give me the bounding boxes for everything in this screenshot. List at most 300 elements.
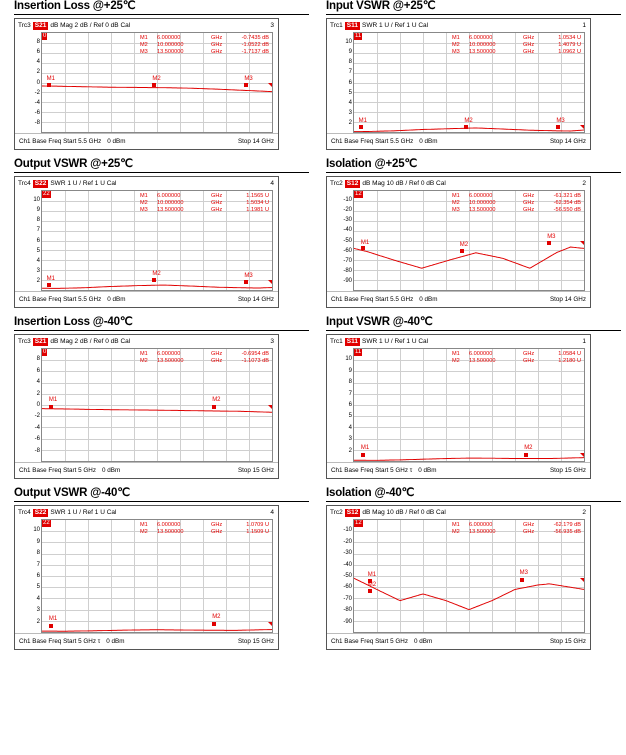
marker-frequency: 6.000000 [157, 522, 181, 528]
reference-chip: 12 [355, 191, 362, 197]
marker-value: 1.1981 U [246, 207, 269, 213]
channel-footer [327, 291, 590, 307]
y-axis-tick: -30 [343, 217, 352, 224]
marker-unit: GHz [523, 193, 535, 199]
y-axis-tick: -40 [343, 227, 352, 234]
marker-info-table [140, 35, 269, 56]
marker-unit: GHz [211, 193, 223, 199]
marker-frequency: 13.500000 [157, 49, 184, 55]
marker-value: 1.0962 U [558, 49, 581, 55]
trace-header [327, 335, 590, 347]
channel-footer [327, 462, 590, 478]
marker-value: -62.1?9 dB [553, 522, 581, 528]
marker-row [140, 522, 269, 529]
marker-name: M1 [452, 35, 460, 41]
trace-format: SWR 1 U / Ref 1 U Cal [361, 22, 429, 29]
y-axis-tick: -20 [343, 538, 352, 545]
plot-marker: M2 [212, 614, 221, 621]
y-axis-tick: 6 [36, 237, 40, 244]
y-axis-tick: 8 [348, 59, 352, 66]
marker-frequency: 6.000000 [157, 193, 181, 199]
y-axis-tick: 5 [348, 89, 352, 96]
y-axis-tick: 4 [36, 257, 40, 264]
y-axis-tick: -40 [343, 561, 352, 568]
channel-footer [327, 133, 590, 149]
footer-stop: Stop 14 GHz [237, 138, 274, 145]
reference-chip: 22 [43, 520, 50, 526]
marker-row [140, 49, 269, 56]
y-axis-tick: -2 [34, 413, 40, 420]
marker-info-table [452, 351, 581, 365]
plot-area[interactable] [41, 190, 273, 291]
y-axis-tick: -90 [343, 618, 352, 625]
footer-power: 0 dBm [106, 638, 125, 645]
trace-label: Trc1 [330, 22, 343, 29]
channel-number: 3 [270, 22, 274, 29]
channel-number: 2 [582, 509, 586, 516]
vna-screen [14, 176, 279, 308]
marker-frequency: 6.000000 [469, 351, 493, 357]
y-axis-tick: 4 [36, 595, 40, 602]
trace-format: SWR 1 U / Ref 1 U Cal [361, 338, 429, 345]
marker-info-table [140, 351, 269, 365]
y-axis-tick: -60 [343, 247, 352, 254]
y-axis-tick: 9 [36, 538, 40, 545]
marker-row [452, 522, 581, 529]
footer-left: Ch1 Base Freq Start 5.5 GHz [19, 296, 102, 303]
marker-row [140, 35, 269, 42]
s-parameter-chip[interactable]: S21 [34, 338, 47, 345]
y-axis-tick: 4 [348, 424, 352, 431]
s-parameter-chip[interactable]: S11 [346, 338, 358, 345]
marker-frequency: 13.500000 [157, 529, 184, 535]
y-axis-tick: 5 [36, 247, 40, 254]
footer-power: 0 dBm [418, 467, 437, 474]
marker-unit: GHz [211, 42, 223, 48]
y-axis-tick: 6 [348, 402, 352, 408]
marker-unit: GHz [211, 49, 223, 55]
marker-row [452, 35, 581, 42]
s-parameter-chip[interactable]: S21 [34, 22, 47, 29]
y-axis-tick: 6 [36, 367, 40, 374]
vna-screen [326, 18, 591, 150]
marker-value: -0.6954 dB [241, 351, 269, 357]
marker-unit: GHz [523, 49, 535, 55]
marker-name: M2 [140, 42, 148, 48]
footer-stop: Stop 15 GHz [237, 467, 274, 474]
y-axis-tick: -70 [343, 595, 352, 602]
plot-area[interactable] [353, 348, 585, 462]
marker-value: 1.1565 U [246, 193, 269, 199]
y-axis-tick: -80 [343, 267, 352, 274]
marker-name: M3 [452, 207, 460, 213]
y-axis-tick: -10 [343, 197, 352, 204]
marker-name: M2 [452, 42, 460, 48]
footer-left: Ch1 Base Freq Start 5.5 GHz [331, 296, 414, 303]
plot-marker: M2 [524, 445, 533, 452]
y-axis-tick: 7 [348, 69, 352, 76]
reference-chip: 0 [43, 33, 47, 39]
marker-value: -1.7137 dB [241, 49, 269, 55]
vna-screen [14, 334, 279, 479]
trace-label: Trc4 [18, 509, 31, 516]
panel-title: Isolation @+25℃ [326, 158, 621, 173]
plot-area[interactable] [41, 519, 273, 633]
marker-unit: GHz [523, 529, 535, 535]
footer-left: Ch1 Base Freq Start 5 GHz [331, 638, 408, 645]
plot-marker: M2 [367, 581, 377, 588]
trace-curve [354, 349, 584, 461]
measurement-panel [326, 0, 621, 150]
reference-chip: 0 [43, 349, 47, 355]
marker-name: M1 [452, 351, 460, 357]
marker-value: 1.0534 U [558, 35, 581, 41]
s-parameter-chip[interactable]: S12 [346, 180, 359, 187]
trace-label: Trc3 [18, 338, 31, 345]
footer-left: Ch1 Base Freq Start 5 GHz [19, 467, 96, 474]
marker-value: 1.0584 U [558, 351, 581, 357]
channel-number: 1 [582, 338, 586, 345]
trace-curve [42, 349, 272, 461]
trace-format: SWR 1 U / Ref 1 U Cal [50, 509, 117, 516]
y-axis-tick: 0 [36, 79, 40, 86]
panel-title: Output VSWR @-40℃ [14, 487, 309, 502]
y-axis-tick: 2 [348, 447, 352, 454]
marker-value: -1.0522 dB [241, 42, 269, 48]
y-axis-tick: 2 [36, 618, 40, 625]
measurement-panel [14, 487, 309, 650]
plot-marker: M1 [367, 571, 377, 578]
trace-label: Trc3 [18, 22, 31, 29]
plot-marker: M2 [152, 271, 161, 278]
marker-row [452, 49, 581, 56]
marker-frequency: 13.500000 [157, 207, 184, 213]
y-axis-tick: -6 [34, 436, 40, 443]
marker-frequency: 13.500000 [469, 358, 496, 364]
plot-marker: M1 [48, 397, 58, 404]
channel-footer [15, 462, 278, 478]
marker-name: M1 [140, 522, 148, 528]
y-axis-tick: 4 [348, 99, 352, 106]
marker-name: M2 [452, 529, 460, 535]
marker-row [452, 358, 581, 365]
plot-marker: M1 [46, 276, 55, 283]
y-axis-tick: 3 [36, 607, 40, 614]
trace-format: dB Mag 10 dB / Ref 0 dB Cal [362, 509, 446, 516]
marker-name: M2 [140, 200, 148, 206]
channel-footer [15, 291, 278, 307]
trace-label: Trc2 [330, 180, 343, 187]
vna-screen [14, 505, 279, 650]
footer-power: 0 dBm [414, 638, 433, 645]
s-parameter-chip[interactable]: S12 [346, 509, 359, 516]
plot-marker: M2 [464, 118, 473, 125]
vna-screen [326, 334, 591, 479]
marker-name: M3 [140, 49, 148, 55]
footer-left: Ch1 Base Freq Start 5 GHz τ [19, 638, 101, 645]
footer-left: Ch1 Base Freq Start 5.5 GHz [331, 138, 414, 145]
marker-row [140, 351, 269, 358]
marker-unit: GHz [523, 42, 535, 48]
y-axis-tick: 0 [36, 402, 40, 408]
marker-value: 1.2180 U [558, 358, 581, 364]
y-axis-tick: 8 [348, 379, 352, 386]
channel-number: 3 [270, 338, 274, 345]
plot-area[interactable] [41, 32, 273, 133]
panel-title: Input VSWR @-40℃ [326, 316, 621, 331]
marker-frequency: 10.000000 [469, 42, 496, 48]
measurement-panel [326, 316, 621, 479]
footer-left: Ch1 Base Freq Start 5 GHz τ [331, 467, 413, 474]
marker-frequency: 13.500000 [469, 49, 496, 55]
marker-row [140, 193, 269, 200]
y-axis [329, 519, 353, 633]
marker-frequency: 6.000000 [157, 351, 181, 357]
marker-frequency: 13.500000 [157, 358, 184, 364]
channel-number: 2 [582, 180, 586, 187]
y-axis [17, 32, 41, 133]
y-axis-tick: -70 [343, 257, 352, 264]
plot-marker: M3 [244, 75, 253, 82]
panel-title: Insertion Loss @-40℃ [14, 316, 309, 331]
y-axis-tick: 7 [348, 390, 352, 397]
plot-marker: M3 [244, 273, 253, 280]
marker-name: M1 [140, 35, 148, 41]
marker-name: M1 [452, 193, 460, 199]
y-axis [17, 190, 41, 291]
plot-marker: M1 [48, 616, 58, 623]
plot-marker: M1 [360, 239, 370, 246]
channel-footer [327, 633, 590, 649]
marker-row [140, 529, 269, 536]
trace-header [15, 335, 278, 347]
y-axis-tick: 4 [36, 59, 40, 66]
y-axis-tick: 2 [36, 390, 40, 397]
marker-frequency: 6.000000 [469, 193, 493, 199]
y-axis-tick: 6 [36, 49, 40, 56]
y-axis-tick: 6 [36, 573, 40, 579]
y-axis-tick: 2 [36, 277, 40, 284]
y-axis-tick: 10 [345, 356, 352, 363]
footer-stop: Stop 14 GHz [549, 138, 586, 145]
y-axis [329, 32, 353, 133]
marker-unit: GHz [523, 35, 535, 41]
measurement-panel [14, 0, 309, 150]
marker-name: M3 [452, 49, 460, 55]
y-axis-tick: -60 [343, 584, 352, 591]
y-axis-tick: -50 [343, 573, 352, 579]
plot-marker: M2 [212, 397, 221, 404]
y-axis-tick: -80 [343, 607, 352, 614]
marker-info-table [140, 522, 269, 536]
reference-chip: 11 [355, 33, 362, 39]
y-axis-tick: 2 [348, 119, 352, 126]
marker-unit: GHz [523, 351, 535, 357]
marker-info-table [452, 193, 581, 214]
marker-name: M1 [452, 522, 460, 528]
y-axis-tick: 8 [36, 550, 40, 557]
marker-name: M2 [452, 358, 460, 364]
plot-marker: M3 [547, 233, 556, 240]
marker-name: M2 [452, 200, 460, 206]
y-axis [17, 519, 41, 633]
plot-area[interactable] [353, 519, 585, 633]
y-axis-tick: 3 [348, 436, 352, 443]
channel-footer [15, 133, 278, 149]
trace-label: Trc4 [18, 180, 31, 187]
y-axis-tick: -20 [343, 207, 352, 214]
measurement-panel [14, 158, 309, 308]
y-axis-tick: 3 [36, 267, 40, 274]
y-axis-tick: -30 [343, 550, 352, 557]
trace-header [327, 506, 590, 518]
marker-value: -56.935 dB [553, 529, 581, 535]
y-axis-tick: 5 [36, 584, 40, 591]
left-column [14, 0, 309, 658]
marker-frequency: 6.000000 [469, 522, 493, 528]
marker-unit: GHz [211, 522, 223, 528]
plot-marker: M1 [358, 118, 367, 125]
footer-power: 0 dBm [107, 138, 126, 145]
marker-value: 1.0709 U [246, 522, 269, 528]
marker-frequency: 13.500000 [469, 529, 496, 535]
plot-marker: M2 [459, 242, 469, 249]
y-axis [329, 190, 353, 291]
y-axis-tick: 10 [33, 197, 40, 204]
reference-chip: 22 [43, 191, 50, 197]
marker-info-table [452, 35, 581, 56]
measurement-panel [14, 316, 309, 479]
footer-stop: Stop 15 GHz [237, 638, 274, 645]
reference-chip: 11 [355, 349, 362, 355]
plot-area[interactable] [41, 348, 273, 462]
footer-power: 0 dBm [419, 138, 438, 145]
marker-value: 1.4079 U [558, 42, 581, 48]
marker-unit: GHz [523, 207, 535, 213]
channel-footer [15, 633, 278, 649]
y-axis-tick: 6 [348, 79, 352, 86]
y-axis-tick: 4 [36, 379, 40, 386]
trace-curve [354, 520, 584, 632]
footer-stop: Stop 15 GHz [549, 638, 586, 645]
marker-value: -1.1073 dB [241, 358, 269, 364]
y-axis-tick: -8 [34, 119, 40, 126]
marker-value: -61.321 dB [553, 193, 581, 199]
panel-title: Input VSWR @+25℃ [326, 0, 621, 15]
y-axis-tick: 7 [36, 227, 40, 234]
y-axis-tick: -4 [34, 99, 40, 106]
y-axis-tick: 9 [348, 367, 352, 374]
marker-row [140, 42, 269, 49]
marker-name: M2 [140, 529, 148, 535]
y-axis-tick: 7 [36, 561, 40, 568]
footer-stop: Stop 14 GHz [549, 296, 586, 303]
channel-number: 1 [582, 22, 586, 29]
s-parameter-chip[interactable]: S22 [34, 180, 47, 187]
y-axis-tick: 3 [348, 109, 352, 116]
y-axis-tick: 9 [348, 49, 352, 56]
marker-value: 1.1509 U [246, 529, 269, 535]
trace-format: dB Mag 2 dB / Ref 0 dB Cal [50, 338, 131, 345]
marker-name: M2 [140, 358, 148, 364]
marker-name: M1 [140, 193, 148, 199]
trace-header [15, 506, 278, 518]
y-axis [329, 348, 353, 462]
marker-row [452, 207, 581, 214]
footer-power: 0 dBm [102, 467, 121, 474]
marker-frequency: 10.000000 [469, 200, 496, 206]
marker-unit: GHz [211, 35, 223, 41]
marker-frequency: 10.000000 [157, 42, 184, 48]
marker-unit: GHz [523, 522, 535, 528]
marker-unit: GHz [211, 200, 223, 206]
reference-chip: 12 [355, 520, 362, 526]
marker-frequency: 6.000000 [469, 35, 493, 41]
plot-marker: M3 [556, 118, 565, 125]
y-axis-tick: 8 [36, 356, 40, 363]
trace-format: dB Mag 10 dB / Ref 0 dB Cal [362, 180, 446, 187]
marker-info-table [140, 193, 269, 214]
y-axis-tick: 8 [36, 39, 40, 46]
plot-marker: M2 [152, 75, 161, 82]
y-axis-tick: -90 [343, 277, 352, 284]
plot-marker: M1 [46, 75, 55, 82]
trace-format: dB Mag 2 dB / Ref 0 dB Cal [50, 22, 131, 29]
marker-frequency: 6.000000 [157, 35, 181, 41]
plot-area[interactable] [353, 32, 585, 133]
trace-header [15, 19, 278, 31]
marker-row [452, 193, 581, 200]
marker-unit: GHz [211, 207, 223, 213]
channel-number: 4 [270, 509, 274, 516]
marker-value: -62.354 dB [553, 200, 581, 206]
footer-stop: Stop 15 GHz [549, 467, 586, 474]
measurement-panel [326, 487, 621, 650]
panel-title: Isolation @-40℃ [326, 487, 621, 502]
s-parameter-chip[interactable]: S11 [346, 22, 358, 29]
marker-value: -56.550 dB [553, 207, 581, 213]
marker-row [140, 358, 269, 365]
y-axis-tick: -4 [34, 424, 40, 431]
marker-unit: GHz [211, 358, 223, 364]
y-axis-tick: 9 [36, 207, 40, 214]
y-axis-tick: -6 [34, 109, 40, 116]
plot-area[interactable] [353, 190, 585, 291]
channel-number: 4 [270, 180, 274, 187]
measurement-panel [326, 158, 621, 308]
y-axis-tick: 8 [36, 217, 40, 224]
right-column [326, 0, 621, 658]
marker-name: M3 [140, 207, 148, 213]
marker-unit: GHz [523, 358, 535, 364]
y-axis-tick: -8 [34, 447, 40, 454]
y-axis-tick: 10 [33, 527, 40, 534]
marker-row [452, 351, 581, 358]
marker-value: -0.7435 dB [241, 35, 269, 41]
y-axis-tick: -2 [34, 89, 40, 96]
footer-power: 0 dBm [107, 296, 126, 303]
footer-left: Ch1 Base Freq Start 5.5 GHz [19, 138, 102, 145]
s-parameter-chip[interactable]: S22 [34, 509, 47, 516]
marker-info-table [452, 522, 581, 536]
marker-name: M1 [140, 351, 148, 357]
y-axis-tick: 2 [36, 69, 40, 76]
y-axis-tick: 5 [348, 413, 352, 420]
y-axis-tick: 10 [345, 39, 352, 46]
trace-format: SWR 1 U / Ref 1 U Cal [50, 180, 117, 187]
plot-marker: M3 [519, 570, 528, 577]
trace-header [327, 19, 590, 31]
